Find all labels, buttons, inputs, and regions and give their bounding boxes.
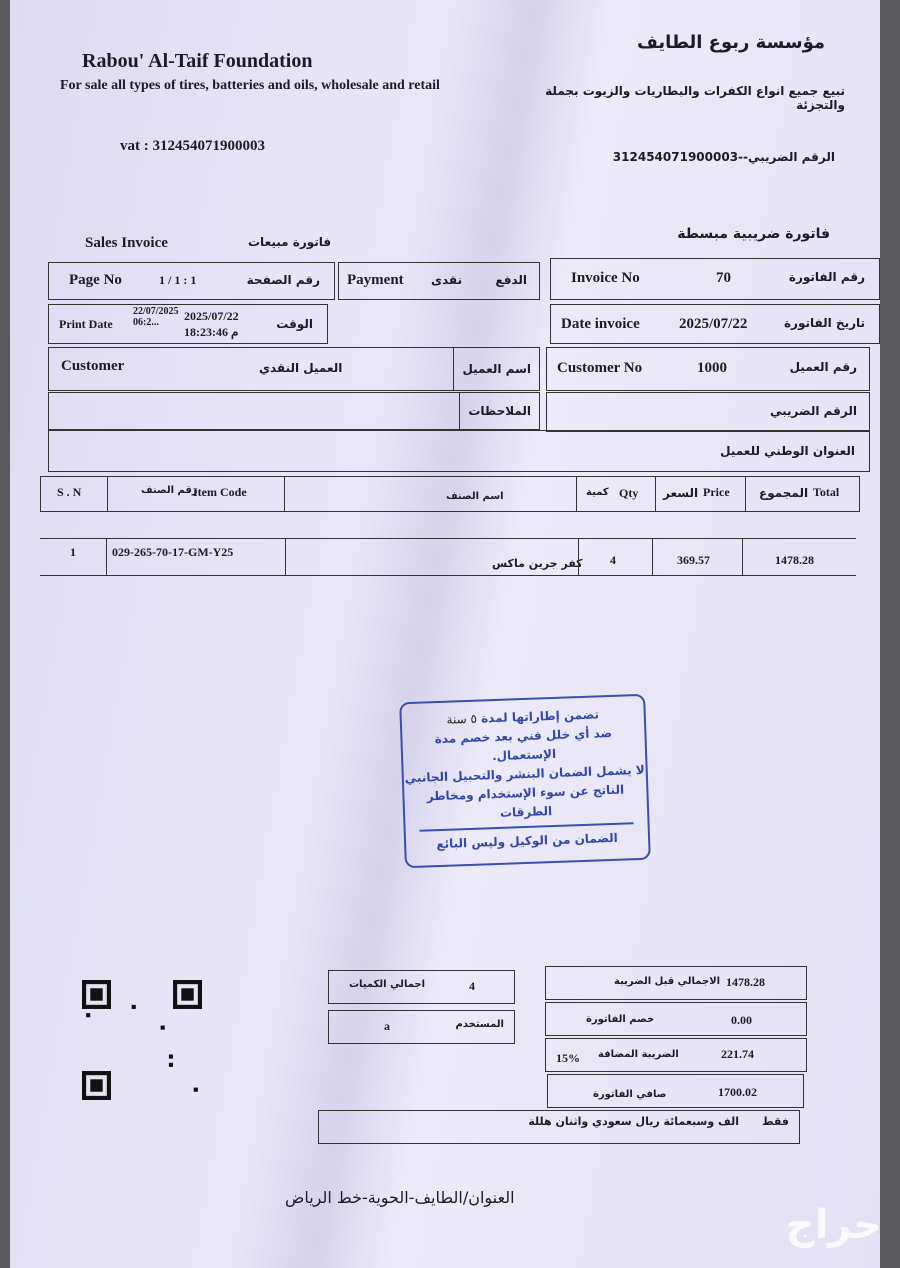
stamp-line5: الضمان من الوكيل وليس البائع: [436, 830, 619, 852]
date-invoice-value: 2025/07/22: [679, 316, 748, 332]
row-sn: 1: [70, 545, 76, 559]
payment-value: نقدى: [431, 273, 463, 287]
tax-no-box: [546, 392, 870, 432]
stamp-line3: لا يشمل الضمان البنشر والتحبيل الجانبي: [404, 762, 645, 786]
haraj-watermark: حراج: [785, 1202, 882, 1248]
sales-invoice-title: Sales Invoice: [85, 235, 168, 251]
net-value: 1700.02: [718, 1085, 757, 1099]
page-no-ar: رقم الصفحة: [246, 273, 320, 287]
row-item-code: 029-265-70-17-GM-Y25: [112, 545, 234, 559]
discount-ar: خصم الفاتورة: [586, 1014, 655, 1025]
customer-no-value: 1000: [697, 360, 727, 376]
invoice-paper: [10, 0, 880, 1268]
print-date-box: [48, 304, 328, 344]
row-item-name: كفر جرين ماكس: [492, 557, 583, 570]
print-date-small: 22/07/2025 06:2...: [133, 306, 179, 328]
notes-box: [48, 392, 540, 430]
customer-no-ar: رقم العميل: [789, 360, 857, 374]
col-item-code-ar: رقم الصنف: [141, 485, 198, 496]
total-qty-box: [328, 970, 515, 1004]
date-invoice-box: [550, 304, 880, 344]
stamp-handwritten: ٥ سنة: [446, 711, 478, 727]
subtotal-box: [545, 966, 807, 1000]
print-date-label: Print Date: [59, 317, 113, 331]
page-no-label: Page No: [69, 272, 122, 288]
invoice-no-ar: رقم الفاتورة: [788, 270, 865, 284]
notes-ar: الملاحظات: [459, 393, 539, 429]
company-name-ar: مؤسسة ربوع الطايف: [636, 32, 825, 53]
stamp-line1: تضمن إطاراتها لمدة: [480, 707, 600, 726]
date-invoice-label: Date invoice: [561, 316, 640, 332]
customer-label: Customer: [61, 358, 125, 374]
customer-box: [48, 347, 540, 391]
row-total: 1478.28: [775, 553, 814, 567]
company-tagline-ar: تبيع جميع انواع الكفرات والبطاريات والزيوت بجملة والتجزئة: [545, 84, 845, 112]
col-qty: Qty: [619, 486, 639, 500]
payment-ar: الدفع: [495, 273, 527, 287]
tax-no-ar: الرقم الضريبي: [770, 404, 857, 418]
discount-box: [545, 1002, 807, 1036]
vat-rate: 15%: [556, 1051, 580, 1065]
user-box: [328, 1010, 515, 1044]
col-total: Total: [813, 485, 840, 499]
col-total-ar: المجموع: [759, 486, 809, 500]
print-time-value: 18:23:46 م: [184, 325, 239, 339]
payment-box: [338, 262, 540, 300]
stamp-line2: ضد أي خلل فني بعد خصم مدة الإستعمال.: [434, 725, 613, 764]
total-qty-value: 4: [469, 979, 475, 993]
national-address-ar: العنوان الوطني للعميل: [720, 444, 855, 458]
amount-words-box: [318, 1110, 800, 1144]
address: العنوان/الطايف-الحوية-خط الرياض: [285, 1188, 515, 1207]
time-ar: الوقت: [276, 317, 313, 331]
vat-en: vat : 312454071900003: [120, 138, 265, 154]
sales-invoice-title-ar: فاتورة مبيعات: [248, 235, 332, 249]
discount-value: 0.00: [731, 1013, 752, 1027]
invoice-no-label: Invoice No: [571, 270, 640, 286]
row-price: 369.57: [677, 553, 710, 567]
user-value: a: [384, 1019, 390, 1033]
row-qty: 4: [610, 553, 616, 567]
total-qty-ar: اجمالي الكميات: [349, 979, 426, 990]
table-row: [40, 538, 856, 576]
subtotal-value: 1478.28: [726, 975, 765, 989]
vat-ar: الضريبة المضافة: [598, 1049, 679, 1060]
net-box: [547, 1074, 804, 1108]
payment-label: Payment: [347, 272, 404, 288]
qr-code: [75, 980, 209, 1100]
col-price-ar: السعر: [663, 486, 699, 500]
warranty-stamp: [399, 694, 651, 868]
page-no-value: 1 / 1 : 1: [159, 273, 197, 287]
net-ar: صافي الفاتورة: [593, 1089, 667, 1100]
vat-ar: الرقم الضريبي--312454071900003: [612, 150, 835, 164]
company-tagline-en: For sale all types of tires, batteries and oils, wholesale and retail: [60, 78, 440, 93]
amount-words: الف وسبعمائة ريال سعودي واثنان هللة: [528, 1115, 739, 1128]
page-no-box: [48, 262, 335, 300]
only-ar: فقط: [762, 1115, 789, 1128]
date-invoice-ar: تاريخ الفاتورة: [783, 316, 865, 330]
national-address-box: [48, 430, 870, 472]
col-item-name-ar: اسم الصنف: [446, 491, 504, 502]
user-ar: المستخدم: [455, 1019, 504, 1030]
invoice-no-box: [550, 258, 880, 300]
print-date-value: 2025/07/22: [184, 309, 239, 323]
vat-box: [545, 1038, 807, 1072]
simplified-tax-invoice-title: فاتورة ضريبية مبسطة: [677, 226, 830, 242]
stamp-line4: الناتج عن سوء الإستخدام ومخاطر الطرقات: [426, 782, 625, 820]
vat-value: 221.74: [721, 1047, 754, 1061]
col-sn: S . N: [57, 485, 82, 499]
col-qty-ar: كمية: [586, 487, 609, 498]
subtotal-ar: الاجمالي قبل الضريبة: [614, 976, 721, 987]
invoice-no-value: 70: [716, 270, 731, 286]
customer-no-box: [546, 347, 870, 391]
customer-value: العميل النقدي: [259, 361, 343, 375]
items-table-header: [40, 476, 860, 512]
company-name-en: Rabou' Al-Taif Foundation: [82, 50, 313, 72]
customer-ar: اسم العميل: [453, 348, 539, 390]
col-price: Price: [703, 485, 730, 499]
col-item-code: Item Code: [193, 485, 247, 499]
customer-no-label: Customer No: [557, 360, 643, 376]
